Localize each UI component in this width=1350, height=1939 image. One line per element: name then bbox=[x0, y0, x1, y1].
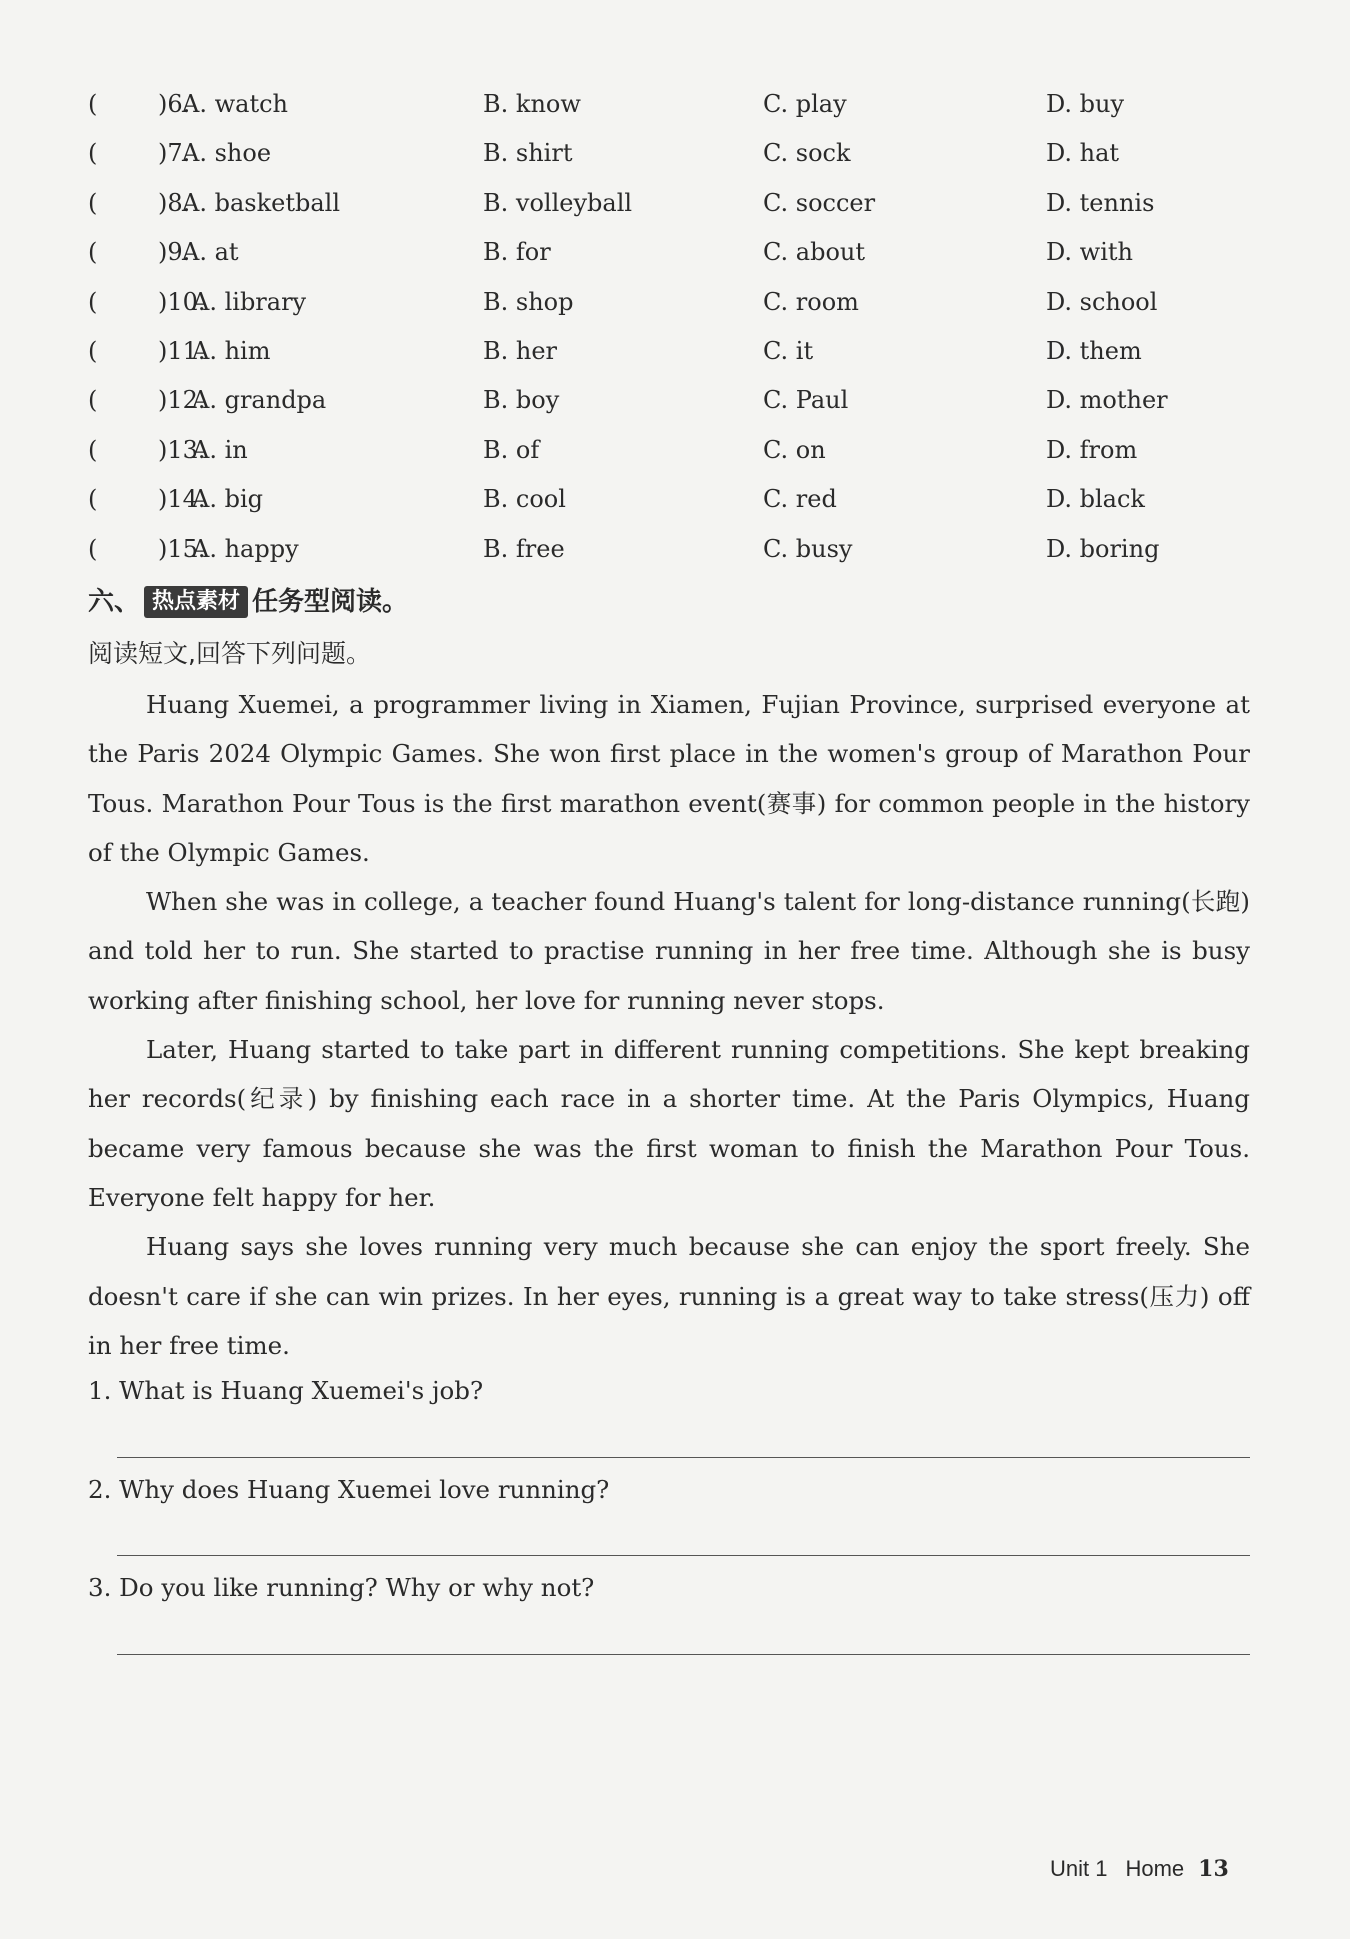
option-d: D. from bbox=[1046, 435, 1138, 464]
question-number: )11. bbox=[158, 336, 206, 365]
option-c: C. red bbox=[763, 485, 837, 514]
question-number: )8. bbox=[158, 188, 191, 217]
question-3: 3. Do you like running? Why or why not? bbox=[88, 1573, 595, 1602]
answer-blank[interactable]: ( bbox=[88, 386, 98, 415]
answer-blank[interactable]: ( bbox=[88, 90, 98, 118]
option-a: A. big bbox=[192, 485, 263, 514]
answer-blank[interactable]: ( bbox=[88, 287, 98, 316]
answer-blank[interactable]: ( bbox=[88, 238, 98, 267]
footer-unit: Unit 1 bbox=[1050, 1856, 1108, 1881]
option-c: C. sock bbox=[763, 139, 851, 168]
option-b: B. of bbox=[483, 435, 540, 464]
option-d: D. mother bbox=[1046, 386, 1168, 415]
option-c: C. about bbox=[763, 238, 865, 267]
option-b: B. cool bbox=[483, 485, 566, 514]
answer-blank[interactable]: ( bbox=[88, 336, 98, 365]
answer-line-2[interactable] bbox=[117, 1555, 1250, 1556]
option-c: C. play bbox=[763, 90, 847, 118]
option-a: A. in bbox=[192, 435, 248, 464]
question-number: )7. bbox=[158, 139, 191, 168]
question-number: )14. bbox=[158, 485, 206, 514]
option-d: D. boring bbox=[1046, 534, 1160, 563]
choice-row bbox=[88, 528, 1268, 577]
answer-blank[interactable]: ( bbox=[88, 188, 98, 217]
option-c: C. it bbox=[763, 336, 814, 365]
question-2: 2. Why does Huang Xuemei love running? bbox=[88, 1475, 610, 1504]
page-footer bbox=[1050, 1853, 1229, 1885]
question-number: )15. bbox=[158, 534, 206, 563]
option-b: B. shirt bbox=[483, 139, 573, 168]
section-title: 任务型阅读。 bbox=[252, 587, 409, 617]
answer-blank[interactable]: ( bbox=[88, 435, 98, 464]
passage-paragraph: Huang Xuemei, a programmer living in Xiamen, Fujian Province, surprised everyone at the Paris 2024 Olympic Games. She won first place in the women's group of Marathon Pour Tous. Marathon Pour Tous is the first marathon event(赛事) for common people in the history of the Olympic Games. bbox=[88, 690, 1250, 867]
answer-blank[interactable]: ( bbox=[88, 534, 98, 563]
option-d: D. them bbox=[1046, 336, 1142, 365]
answer-blank[interactable]: ( bbox=[88, 139, 98, 168]
option-b: B. volleyball bbox=[483, 188, 633, 217]
choice-row bbox=[88, 132, 1268, 181]
option-a: A. happy bbox=[192, 534, 299, 563]
reading-passage bbox=[88, 680, 1250, 1370]
option-b: B. know bbox=[483, 90, 581, 118]
option-d: D. buy bbox=[1046, 90, 1125, 118]
option-d: D. with bbox=[1046, 238, 1133, 267]
option-a: A. basketball bbox=[182, 188, 340, 217]
option-c: C. Paul bbox=[763, 386, 849, 415]
option-c: C. room bbox=[763, 287, 859, 316]
footer-title: Home bbox=[1125, 1856, 1185, 1881]
choice-row bbox=[88, 83, 1268, 132]
option-d: D. black bbox=[1046, 485, 1145, 514]
option-b: B. boy bbox=[483, 386, 560, 415]
answer-blank[interactable]: ( bbox=[88, 485, 98, 514]
option-c: C. soccer bbox=[763, 188, 876, 217]
question-number: )9. bbox=[158, 238, 191, 267]
option-a: A. him bbox=[192, 336, 271, 365]
section-number: 六、 bbox=[88, 587, 141, 617]
question-number: )13. bbox=[158, 435, 206, 464]
choice-row bbox=[88, 478, 1268, 527]
hot-topic-badge: 热点素材 bbox=[144, 586, 248, 618]
question-1: 1. What is Huang Xuemei's job? bbox=[88, 1376, 484, 1405]
option-a: A. watch bbox=[182, 90, 288, 118]
page-number: 13 bbox=[1198, 1856, 1229, 1882]
option-a: A. shoe bbox=[182, 139, 272, 168]
option-a: A. grandpa bbox=[192, 386, 327, 415]
option-b: B. her bbox=[483, 336, 558, 365]
passage-paragraph: Huang says she loves running very much because she can enjoy the sport freely. She doesn't care if she can win prizes. In her eyes, running is a great way to take stress(压力) off in her free time. bbox=[88, 1232, 1250, 1360]
option-c: C. on bbox=[763, 435, 826, 464]
question-number: )10. bbox=[158, 287, 206, 316]
passage-paragraph: Later, Huang started to take part in different running competitions. She kept breaking her records(纪录) by finishing each race in a shorter time. At the Paris Olympics, Huang became very famous because she was the first woman to finish the Marathon Pour Tous. Everyone felt happy for her. bbox=[88, 1035, 1250, 1212]
option-c: C. busy bbox=[763, 534, 853, 563]
answer-line-1[interactable] bbox=[117, 1457, 1250, 1458]
question-number: )12. bbox=[158, 386, 206, 415]
choice-row bbox=[88, 281, 1268, 330]
passage-paragraph: When she was in college, a teacher found Huang's talent for long-distance running(长跑) and told her to run. She started to practise running in her free time. Although she is busy working after finishing school, her love for running never stops. bbox=[88, 887, 1250, 1015]
choice-row bbox=[88, 231, 1268, 280]
option-b: B. for bbox=[483, 238, 551, 267]
multiple-choice-list bbox=[88, 83, 1268, 577]
choice-row bbox=[88, 429, 1268, 478]
option-a: A. at bbox=[182, 238, 239, 267]
option-a: A. library bbox=[192, 287, 307, 316]
choice-row bbox=[88, 379, 1268, 428]
section-heading bbox=[88, 582, 408, 622]
option-b: B. shop bbox=[483, 287, 574, 316]
option-b: B. free bbox=[483, 534, 565, 563]
option-d: D. school bbox=[1046, 287, 1158, 316]
choice-row bbox=[88, 182, 1268, 231]
choice-row bbox=[88, 330, 1268, 379]
option-d: D. hat bbox=[1046, 139, 1120, 168]
answer-line-3[interactable] bbox=[117, 1654, 1250, 1655]
option-d: D. tennis bbox=[1046, 188, 1155, 217]
section-instruction: 阅读短文,回答下列问题。 bbox=[88, 639, 371, 668]
question-number: )6. bbox=[158, 90, 191, 118]
